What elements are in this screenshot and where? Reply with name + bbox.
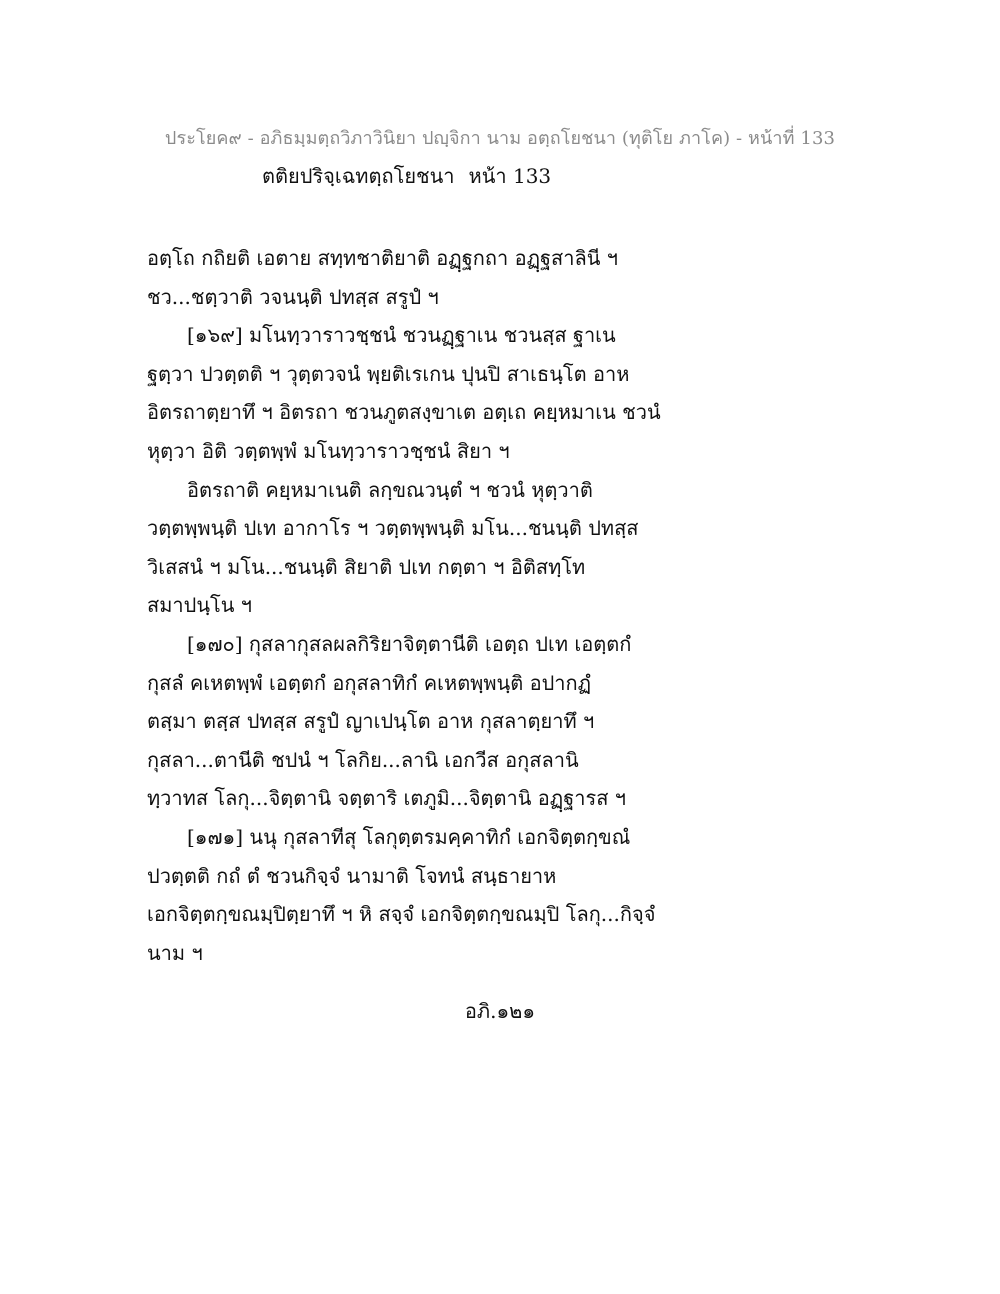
text-line: ฐตฺวา ปวตฺตติ ฯ วุตฺตวจนํ พฺยติเรเกน ปุนปิ สาเธนฺโต อาห <box>147 361 630 386</box>
text-line: กุสลา...ตานีติ ชปนํ ฯ โลกิย...ลานิ เอกวีส อกุสลานิ <box>147 747 579 772</box>
section-title-line <box>262 160 551 192</box>
text-line: หุตฺวา อิติ วตฺตพฺพํ มโนทฺวาราวชฺชนํ สิยา ฯ <box>147 438 510 463</box>
paragraph-171-start: [๑๗๑] นนุ กุสลาทีสุ โลกุตฺตรมคฺคาทิกํ เอกจิตฺตกฺขณํ <box>187 824 631 849</box>
text-line: กุสลํ คเหตพฺพํ เอตฺตกํ อกุสลาทิกํ คเหตพฺพนฺติ อปากฏํ <box>147 670 592 695</box>
paragraph-start: อิตรถาติ คยฺหมาเนติ ลกฺขณวนฺตํ ฯ ชวนํ หุตฺวาติ <box>187 477 593 502</box>
text-line: ชว...ชตฺวาติ วจนนฺติ ปทสฺส สรูปํ ฯ <box>147 284 439 309</box>
paragraph-169-start: [๑๖๙] มโนทฺวาราวชฺชนํ ชวนฏฺฐาเน ชวนสฺส ฐาเน <box>187 323 616 348</box>
body-text <box>147 239 661 972</box>
section-title: ตติยปริจฺเฉทตฺถโยชนา <box>262 164 455 188</box>
text-line: ตสฺมา ตสฺส ปทสฺส สรูปํ ญาเปนฺโต อาห กุสลาตฺยาทึ ฯ <box>147 709 595 734</box>
running-header: ประโยค๙ - อภิธมฺมตฺถวิภาวินิยา ปญฺจิกา นาม อตฺถโยชนา (ทุติโย ภาโค) - หน้าที่ 133 <box>164 128 836 149</box>
page-label: หน้า 133 <box>468 164 552 188</box>
text-line: นาม ฯ <box>147 940 203 965</box>
text-line: ปวตฺตติ กถํ ตํ ชวนกิจฺจํ นามาติ โจทนํ สนฺธายาห <box>147 863 557 888</box>
paragraph-170-start: [๑๗๐] กุสลากุสลผลกิริยาจิตฺตานีติ เอตฺถ ปเท เอตฺตกํ <box>187 631 632 656</box>
footer-reference: อภิ.๑๒๑ <box>464 999 536 1023</box>
text-line: วิเสสนํ ฯ มโน...ชนนฺติ สิยาติ ปเท กตฺตา ฯ อิติสทฺโท <box>147 554 586 579</box>
text-line: อิตรถาตฺยาทึ ฯ อิตรถา ชวนภูตสงฺขาเต อตฺเถ คยฺหมาเน ชวนํ <box>147 400 661 425</box>
text-line: อตฺโถ กถิยติ เอตาย สทฺทชาติยาติ อฏฺฐกถา อฏฺฐสาลินี ฯ <box>147 246 619 270</box>
text-line: วตฺตพฺพนฺติ ปเท อากาโร ฯ วตฺตพฺพนฺติ มโน...ชนนฺติ ปทสฺส <box>147 516 639 541</box>
text-line: เอกจิตฺตกฺขณมฺปิตฺยาทึ ฯ หิ สจฺจํ เอกจิตฺตกฺขณมฺปิ โลกุ...กิจฺจํ <box>147 902 656 927</box>
text-line: สมาปนฺโน ฯ <box>147 593 252 618</box>
text-line: ทฺวาทส โลกุ...จิตฺตานิ จตฺตาริ เตภูมิ...จิตฺตานิ อฏฺฐารส ฯ <box>147 786 627 811</box>
